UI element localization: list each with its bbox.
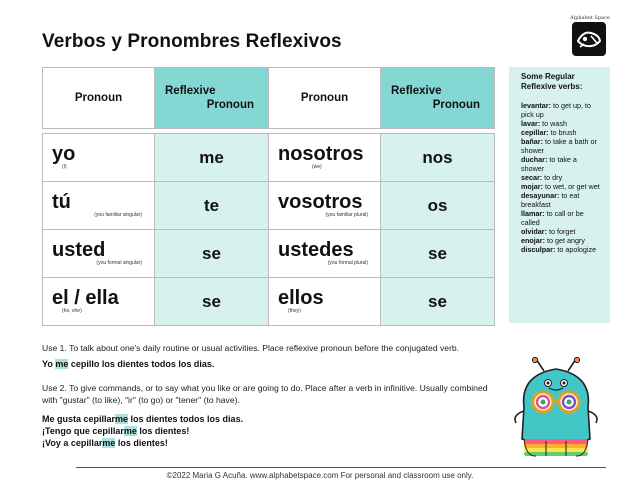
brand-logo-icon <box>572 22 606 56</box>
verb-item: bañar: to take a bath or shower <box>521 137 597 155</box>
reflexive-pronoun-table <box>42 67 495 326</box>
footer-copyright: ©2022 Maria G Acuña. www.alphabetspace.com For personal and classroom use only. <box>166 471 474 480</box>
verb-item: cepillar: to brush <box>521 128 577 137</box>
highlighted-pronoun: me <box>115 414 129 424</box>
reflexive-cell: se <box>381 230 495 278</box>
pronoun-cell <box>43 278 155 326</box>
pronoun-cell <box>269 230 381 278</box>
table-row <box>43 230 495 278</box>
example-sentences <box>42 413 243 449</box>
brand-name: Alphabet Space <box>570 15 610 21</box>
pronoun-word: el / ella <box>52 287 119 309</box>
pronoun-word: vosotros <box>278 191 363 213</box>
pronoun-note: (you familiar plural) <box>325 212 368 218</box>
header-pronoun: Pronoun <box>43 68 155 129</box>
table-row <box>43 134 495 182</box>
pronoun-word: tú <box>52 191 71 213</box>
pronoun-cell <box>43 182 155 230</box>
usage-1-text: Use 1. To talk about one's daily routine or usual activities. Place reflexive pronoun before the conjugated verb. <box>42 343 460 353</box>
reflexive-cell: me <box>155 134 269 182</box>
reflexive-cell: se <box>155 230 269 278</box>
pronoun-word: yo <box>52 143 76 165</box>
highlighted-pronoun: me <box>55 359 69 369</box>
verb-item: lavar: to wash <box>521 119 567 128</box>
example-sentence: Me gusta cepillarme los dientes todos los dias. <box>42 414 244 424</box>
pronoun-note: (we) <box>312 164 322 170</box>
example-sentence: Yo me cepillo los dientes todos los dias. <box>42 359 215 369</box>
pronoun-cell <box>269 182 381 230</box>
pronoun-word: nosotros <box>278 143 364 165</box>
pronoun-cell <box>269 134 381 182</box>
footer-divider <box>76 467 606 468</box>
pronoun-cell <box>43 134 155 182</box>
reflexive-cell: nos <box>381 134 495 182</box>
header-reflexive-pronoun: Reflexive Pronoun <box>155 68 269 129</box>
verb-item: disculpar: to apologize <box>521 245 597 254</box>
pronoun-note: (you formal singular) <box>96 260 142 266</box>
monster-mascot-icon <box>506 357 606 459</box>
example-sentence: ¡Tengo que cepillarme los dientes! <box>42 426 190 436</box>
table-header-row <box>43 68 495 129</box>
pronoun-word: ustedes <box>278 239 354 261</box>
pronoun-note: (you familiar singular) <box>94 212 142 218</box>
pronoun-note: (he, she) <box>62 308 82 314</box>
highlighted-pronoun: me <box>123 426 137 436</box>
verb-item: levantar: to get up, to pick up <box>521 101 591 119</box>
pronoun-cell <box>269 278 381 326</box>
pronoun-note: (you formal plural) <box>327 260 368 266</box>
usage-2-text: Use 2. To give commands, or to say what you like or are going to do. Place after a verb in infinitive. Usually combined with "gustar" (to like), "ir" (to go) or "tener" (to have). <box>42 383 488 405</box>
sidebar-title: Some Regular Reflexive verbs: <box>521 72 583 91</box>
example-sentence: ¡Voy a cepillarme los dientes! <box>42 438 168 448</box>
reflexive-cell: os <box>381 182 495 230</box>
verb-item: secar: to dry <box>521 173 563 182</box>
highlighted-pronoun: me <box>102 438 116 448</box>
verb-item: mojar: to wet, or get wet <box>521 182 600 191</box>
pronoun-cell <box>43 230 155 278</box>
verb-item: olvidar: to forget <box>521 227 576 236</box>
verb-item: duchar: to take a shower <box>521 155 577 173</box>
pronoun-word: usted <box>52 239 106 261</box>
verb-item: desayunar: to eat breakfast <box>521 191 580 209</box>
header-reflexive-pronoun: Reflexive Pronoun <box>381 68 495 129</box>
header-pronoun: Pronoun <box>269 68 381 129</box>
brand <box>570 15 608 56</box>
table-row <box>43 278 495 326</box>
pronoun-note: (I) <box>62 164 67 170</box>
table-row <box>43 182 495 230</box>
reflexive-cell: se <box>155 278 269 326</box>
regular-verbs-sidebar <box>509 67 610 323</box>
page-title: Verbos y Pronombres Reflexivos <box>42 31 342 52</box>
verb-item: llamar: to call or be called <box>521 209 584 227</box>
pronoun-note: (they) <box>288 308 301 314</box>
reflexive-cell: te <box>155 182 269 230</box>
pronoun-word: ellos <box>278 287 324 309</box>
verb-item: enojar: to get angry <box>521 236 585 245</box>
reflexive-cell: se <box>381 278 495 326</box>
